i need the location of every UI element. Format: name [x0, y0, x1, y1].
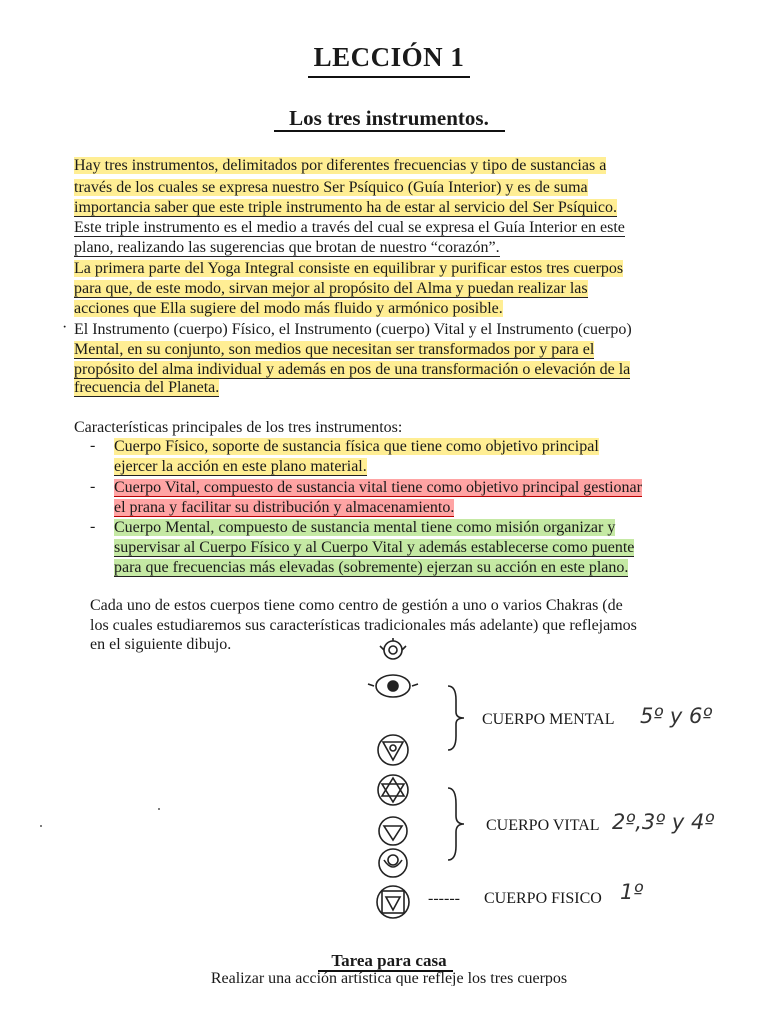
- physical-line-2-text: ejercer la acción en este plano material.: [114, 458, 367, 475]
- mental-brace: [448, 686, 464, 750]
- vital-body-label: CUERPO VITAL: [486, 817, 600, 834]
- intro-line-1-text: Hay tres instrumentos, delimitados por diferentes frecuencias y tipo de sustancias a: [74, 157, 607, 174]
- title-underline: [308, 76, 470, 78]
- page-subtitle: Los tres instrumentos.: [289, 106, 489, 130]
- intro-line-6-text: La primera parte del Yoga Integral consiste en equilibrar y purificar estos tres cuerpos: [74, 260, 624, 277]
- instruments-line-1: [74, 320, 632, 340]
- instruments-line-1-text: El Instrumento (cuerpo) Físico, el Instrumento (cuerpo) Vital y el Instrumento (cuerpo): [74, 321, 632, 338]
- scan-speck: [40, 825, 42, 827]
- instruments-line-4-text: frecuencia del Planeta.: [74, 379, 220, 396]
- homework-text: Realizar una acción artística que refleje los tres cuerpos: [210, 970, 568, 986]
- vital-line-2-text: el prana y facilitar su distribución y almacenamiento.: [114, 499, 455, 516]
- page-title: LECCIÓN 1: [313, 42, 465, 72]
- root-chakra-icon: [377, 886, 409, 918]
- intro-line-8: [74, 299, 503, 319]
- intro-line-4-text: Este triple instrumento es el medio a través del cual se expresa el Guía Interior en este: [74, 219, 625, 236]
- intro-line-6: [74, 259, 623, 279]
- bullet-dash: -: [90, 437, 96, 454]
- intro-line-5: [74, 238, 500, 258]
- intro-line-2-text: través de los cuales se expresa nuestro Ser Psíquico (Guía Interior) y es de suma: [74, 179, 588, 196]
- physical-body-label: CUERPO FISICO: [484, 890, 602, 907]
- intro-line-3: [74, 198, 617, 218]
- mental-line-1: [114, 518, 615, 538]
- intro-line-7-text: para que, de este modo, sirvan mejor al propósito del Alma y puedan realizar las: [74, 280, 588, 297]
- physical-body-dashes: ------: [428, 890, 460, 907]
- mental-body-note: 5º y 6º: [640, 704, 713, 728]
- vital-line-2: [114, 498, 454, 518]
- instruments-line-3-text: propósito del alma individual y además en pos de una transformación o elevación de la: [74, 361, 631, 378]
- intro-line-8-text: acciones que Ella sugiere del modo más fluido y armónico posible.: [74, 300, 503, 317]
- bullet-dash: -: [90, 518, 96, 535]
- physical-line-1-text: Cuerpo Físico, soporte de sustancia física que tiene como objetivo principal: [114, 438, 599, 455]
- chakra-diagram: [360, 638, 470, 928]
- intro-line-7: [74, 279, 588, 299]
- mental-line-1-text: Cuerpo Mental, compuesto de sustancia mental tiene como misión organizar y: [114, 519, 616, 536]
- instruments-line-4: [74, 378, 219, 398]
- heart-chakra-icon: [378, 775, 408, 805]
- vital-line-1: [114, 478, 642, 498]
- paragraph-marker: ·: [62, 319, 68, 336]
- mental-body-label: CUERPO MENTAL: [482, 711, 615, 728]
- solar-plexus-chakra-icon: [379, 817, 407, 845]
- homework-title: Tarea para casa: [331, 951, 447, 970]
- throat-chakra-icon: [378, 735, 408, 765]
- intro-line-1: [74, 156, 606, 176]
- intro-line-2: [74, 178, 588, 198]
- vital-body-note: 2º,3º y 4º: [612, 810, 715, 834]
- mental-line-3: [114, 558, 628, 578]
- intro-line-4: [74, 218, 625, 238]
- bullet-dash: -: [90, 478, 96, 495]
- physical-body-note: 1º: [620, 880, 644, 904]
- intro-line-3-text: importancia saber que este triple instrumento ha de estar al servicio del Ser Psíquico.: [74, 199, 617, 216]
- intro-line-5-text: plano, realizando las sugerencias que brotan de nuestro “corazón”.: [74, 239, 500, 256]
- vital-brace: [448, 788, 464, 860]
- instruments-line-2-text: Mental, en su conjunto, son medios que necesitan ser transformados por y para el: [74, 341, 595, 358]
- vital-line-1-text: Cuerpo Vital, compuesto de sustancia vital tiene como objetivo principal gestionar: [114, 479, 642, 496]
- physical-line-2: [114, 457, 367, 477]
- subtitle-underline: [274, 130, 505, 132]
- chakras-line-1: Cada uno de estos cuerpos tiene como centro de gestión a uno o varios Chakras (de: [90, 597, 623, 614]
- chakras-line-3: en el siguiente dibujo.: [90, 636, 232, 653]
- scan-speck: [158, 808, 160, 810]
- crown-chakra-icon: [380, 638, 406, 659]
- instruments-line-2: [74, 340, 594, 360]
- characteristics-heading: Características principales de los tres instrumentos:: [74, 419, 403, 436]
- mental-line-3-text: para que frecuencias más elevadas (sobremente) ejerzan su acción en este plano.: [114, 559, 629, 576]
- physical-line-1: [114, 437, 599, 457]
- chakras-line-2: los cuales estudiaremos sus características tradicionales más adelante) que reflejamos: [90, 617, 637, 634]
- mental-line-2-text: supervisar al Cuerpo Físico y al Cuerpo Vital y además establecerse como puente: [114, 539, 635, 556]
- third-eye-chakra-icon: [368, 675, 418, 697]
- instruments-line-3: [74, 360, 630, 380]
- sacral-chakra-icon: [379, 849, 407, 877]
- mental-line-2: [114, 538, 634, 558]
